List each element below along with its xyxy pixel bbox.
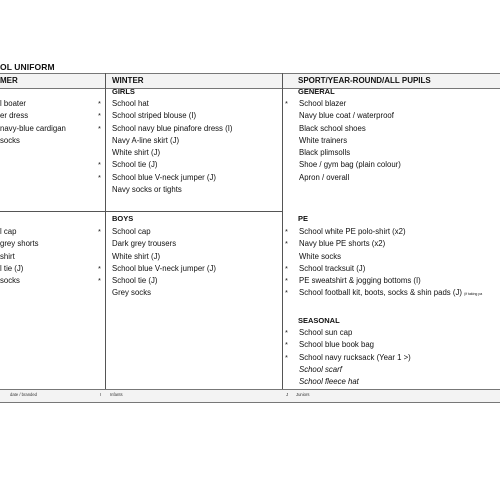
- column-header-summer: MER: [0, 76, 18, 85]
- list-item: * School football kit, boots, socks & shin pads (J) (if taking pa: [285, 288, 483, 298]
- list-item: l tie (J): [0, 263, 24, 273]
- winter-boys-title: BOYS: [112, 214, 134, 223]
- list-item: * School blue V-neck jumper (J): [98, 172, 217, 182]
- list-item: White trainers: [299, 135, 348, 145]
- sport-seasonal-title: SEASONAL: [298, 316, 340, 325]
- winter-boys-list: [98, 226, 216, 300]
- list-item: * School navy blue pinafore dress (I): [98, 123, 233, 133]
- list-item: * School white PE polo-shirt (x2): [285, 227, 406, 236]
- list-item: School scarf: [299, 364, 342, 374]
- list-item: Dark grey trousers: [112, 239, 177, 249]
- list-item: Navy socks or tights: [112, 185, 182, 195]
- legend-item: J Juniors: [286, 392, 310, 397]
- list-item: Grey socks: [112, 288, 151, 298]
- list-item: l cap: [0, 227, 17, 236]
- list-item: * School tie (J): [98, 276, 158, 286]
- list-item: White shirt (J): [112, 251, 161, 261]
- list-item: Navy A-line skirt (J): [112, 135, 180, 145]
- list-item: * School blue V-neck jumper (J): [98, 263, 217, 273]
- winter-girls-title: GIRLS: [112, 87, 135, 96]
- list-item: * PE sweatshirt & jogging bottoms (I): [285, 276, 421, 286]
- page-title: OL UNIFORM: [0, 62, 55, 72]
- list-item: Black plimsolls: [299, 148, 351, 158]
- summer-girls-list: [0, 98, 66, 147]
- summer-section-divider: [0, 211, 106, 212]
- winter-girls-list: [98, 98, 232, 196]
- list-item: * School blazer: [285, 99, 347, 108]
- column-header-row: [0, 73, 500, 89]
- list-item: navy-blue cardigan: [0, 123, 66, 133]
- list-item: * School sun cap: [285, 328, 353, 337]
- list-item: * School hat: [98, 99, 149, 108]
- column-divider-right: [282, 73, 283, 389]
- list-item: * School striped blouse (I): [98, 111, 197, 121]
- list-item: l boater: [0, 99, 27, 108]
- list-item: * School tracksuit (J): [285, 263, 366, 273]
- list-item: shirt: [0, 251, 15, 261]
- sport-pe-title: PE: [298, 214, 309, 223]
- list-item: * School navy rucksack (Year 1 >): [285, 352, 411, 362]
- list-item: White socks: [299, 251, 342, 261]
- list-item: socks: [0, 276, 20, 286]
- sport-general-list: [285, 98, 401, 184]
- column-header-winter: WINTER: [112, 76, 144, 85]
- list-item: School fleece hat: [299, 377, 359, 387]
- list-item: * School cap: [98, 227, 151, 236]
- legend-item: date / branded: [10, 392, 38, 397]
- summer-boys-list: [0, 226, 39, 287]
- list-item: Navy blue coat / waterproof: [299, 111, 394, 121]
- legend-row: [0, 389, 500, 403]
- column-header-sport: SPORT/YEAR-ROUND/ALL PUPILS: [298, 76, 431, 85]
- list-item: * School blue book bag: [285, 340, 374, 350]
- legend-item: I Infants: [100, 392, 123, 397]
- sport-general-title: GENERAL: [298, 87, 335, 96]
- sport-seasonal-list: [285, 327, 411, 388]
- list-item: Apron / overall: [299, 172, 350, 182]
- list-item: grey shorts: [0, 239, 39, 249]
- list-item: * School tie (J): [98, 160, 158, 170]
- winter-section-divider: [105, 211, 283, 212]
- list-item: Black school shoes: [299, 123, 366, 133]
- list-item: er dress: [0, 111, 29, 121]
- list-item: White shirt (J): [112, 148, 161, 158]
- list-item: Shoe / gym bag (plain colour): [299, 160, 401, 170]
- list-item: * Navy blue PE shorts (x2): [285, 239, 386, 249]
- sport-pe-list: [285, 226, 482, 300]
- list-item: socks: [0, 135, 20, 145]
